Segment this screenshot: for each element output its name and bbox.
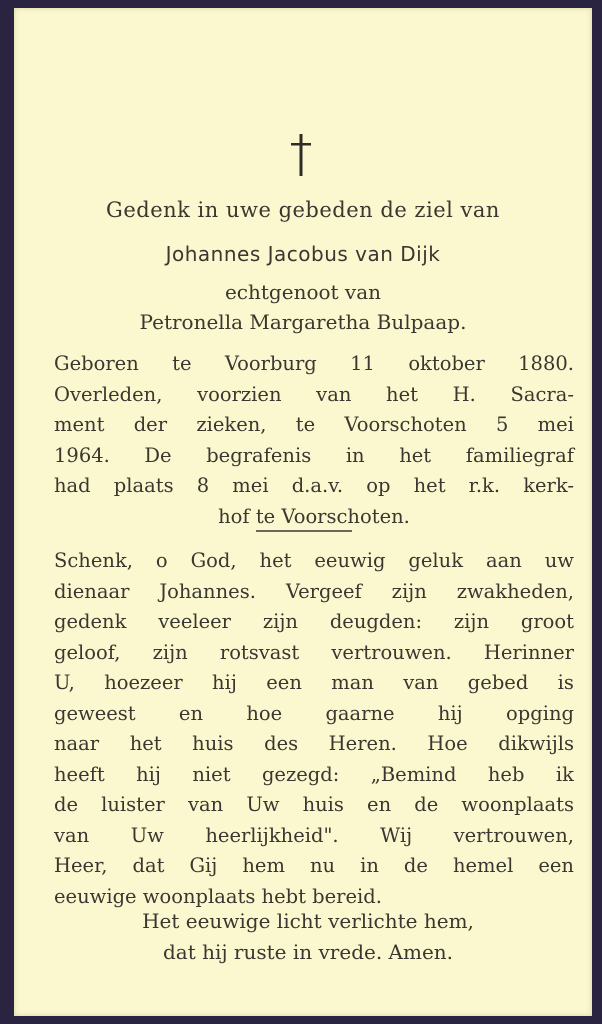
bio-line: Overleden, voorzien van het H. Sacra- (54, 382, 574, 406)
prayer-line: geloof, zijn rotsvast vertrouwen. Herinner (54, 640, 574, 664)
deceased-name: Johannes Jacobus van Dijk (165, 242, 441, 266)
bio-line: Geboren te Voorburg 11 oktober 1880. (54, 352, 574, 375)
closing-line: dat hij ruste in vrede. Amen. (162, 939, 454, 964)
divider (256, 530, 352, 532)
bio-line: hof te Voorschoten. (218, 504, 410, 528)
prayer-line: heeft hij niet gezegd: „Bemind heb ik (54, 762, 574, 786)
closing-line: Het eeuwige licht verlichte hem, (142, 909, 474, 933)
biography (54, 349, 574, 532)
prayer (54, 546, 574, 912)
prayer-line: Heer, dat Gij hem nu in de hemel een (54, 854, 574, 877)
prayer-line: naar het huis des Heren. Hoe dikwijls (54, 732, 574, 755)
prayer-line: dienaar Johannes. Vergeef zijn zwakheden, (54, 579, 574, 603)
prayer-line: gedenk veeleer zijn deugden: zijn groot (54, 610, 574, 633)
memorial-card (14, 8, 592, 1016)
prayer-line: de luister van Uw huis en de woonplaats (54, 793, 574, 816)
intro-line: Gedenk in uwe gebeden de ziel van (106, 198, 500, 222)
prayer-line: van Uw heerlijkheid". Wij vertrouwen, (54, 823, 574, 847)
closing-prayer (98, 906, 518, 967)
bio-line: 1964. De begrafenis in het familiegraf (54, 443, 574, 467)
bio-line: had plaats 8 mei d.a.v. op het r.k. kerk- (54, 474, 574, 497)
spouse-prefix: echtgenoot van (224, 280, 382, 304)
spouse-name: Petronella Margaretha Bulpaap. (139, 310, 467, 334)
prayer-line: eeuwige woonplaats hebt bereid. (54, 884, 382, 908)
cross-icon (301, 134, 302, 174)
bio-line: ment der zieken, te Voorschoten 5 mei (54, 413, 574, 436)
prayer-line: U, hoezeer hij een man van gebed is (54, 671, 574, 694)
prayer-line: geweest en hoe gaarne hij opging (54, 701, 574, 725)
prayer-line: Schenk, o God, het eeuwig geluk aan uw (54, 549, 574, 572)
